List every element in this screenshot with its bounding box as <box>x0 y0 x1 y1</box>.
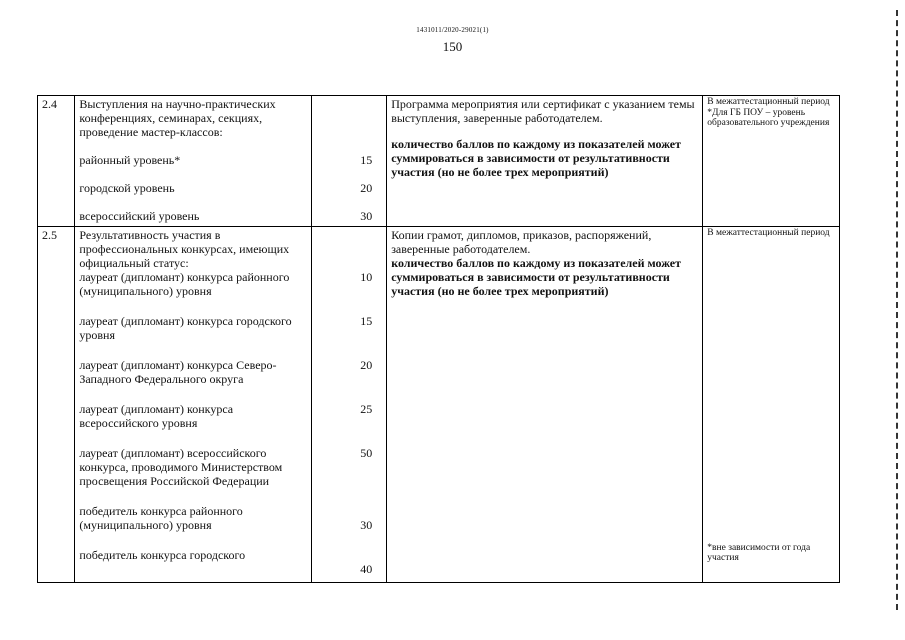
points-value: 15 <box>360 314 373 328</box>
criterion-item: победитель конкурса городского <box>79 548 246 562</box>
note-extra: *Для ГБ ПОУ – уровень образовательного учреждения <box>707 107 830 128</box>
criterion-item: лауреат (дипломант) конкурса Северо-Западного Федерального округа <box>79 358 277 386</box>
criterion-item: районный уровень* <box>79 153 181 167</box>
table-row <box>38 96 840 227</box>
points-value: 50 <box>360 446 373 460</box>
points-value: 25 <box>360 402 373 416</box>
document-bold-note: количество баллов по каждому из показателей может суммироваться в зависимости от результативности участия (но не более трех мероприятий) <box>391 137 681 179</box>
row-number: 2.5 <box>38 227 75 583</box>
points-column <box>312 227 387 583</box>
note-column <box>703 96 840 227</box>
criteria-table <box>37 95 840 583</box>
criterion-item: лауреат (дипломант) конкурса городского уровня <box>79 314 292 342</box>
table-row <box>38 227 840 583</box>
note-extra: *вне зависимости от года участия <box>707 542 811 563</box>
note-main: В межаттестационный период <box>707 228 830 238</box>
confirming-documents <box>387 227 703 583</box>
confirming-documents <box>387 96 703 227</box>
criterion-item: лауреат (дипломант) конкурса районного (муниципального) уровня <box>79 270 290 298</box>
scan-edge <box>896 10 901 610</box>
note-column <box>703 227 840 583</box>
points-value: 30 <box>360 518 373 532</box>
points-value: 20 <box>360 181 373 195</box>
points-value: 20 <box>360 358 373 372</box>
criterion-intro: Результативность участия в профессиональных конкурсах, имеющих официальный статус: <box>79 228 290 270</box>
criterion-item: лауреат (дипломант) конкурса всероссийского уровня <box>79 402 234 430</box>
document-bold-note: количество баллов по каждому из показателей может суммироваться в зависимости от результативности участия (но не более трех мероприятий) <box>391 256 681 298</box>
note-main: В межаттестационный период <box>707 97 830 107</box>
document-text: Программа мероприятия или сертификат с указанием темы выступления, заверенные работодателем. <box>391 97 695 125</box>
points-column <box>312 96 387 227</box>
criterion-item: всероссийский уровень <box>79 209 200 223</box>
criterion-item: городской уровень <box>79 181 175 195</box>
points-value: 30 <box>360 209 373 223</box>
criterion-intro: Выступления на научно-практических конференциях, семинарах, секциях, проведение мастер-классов: <box>79 97 276 139</box>
criterion-item: победитель конкурса районного (муниципального) уровня <box>79 504 243 532</box>
document-code: 1431011/2020-29021(1) <box>416 26 489 34</box>
points-value: 40 <box>360 562 373 576</box>
points-value: 15 <box>360 153 373 167</box>
criterion-description <box>75 227 312 583</box>
row-number: 2.4 <box>38 96 75 227</box>
criterion-description <box>75 96 312 227</box>
points-value: 10 <box>360 270 373 284</box>
page-number: 150 <box>442 39 463 54</box>
document-text: Копии грамот, дипломов, приказов, распоряжений, заверенные работодателем. <box>391 228 652 256</box>
criterion-item: лауреат (дипломант) всероссийского конкурса, проводимого Министерством просвещения Российской Федерации <box>79 446 283 488</box>
